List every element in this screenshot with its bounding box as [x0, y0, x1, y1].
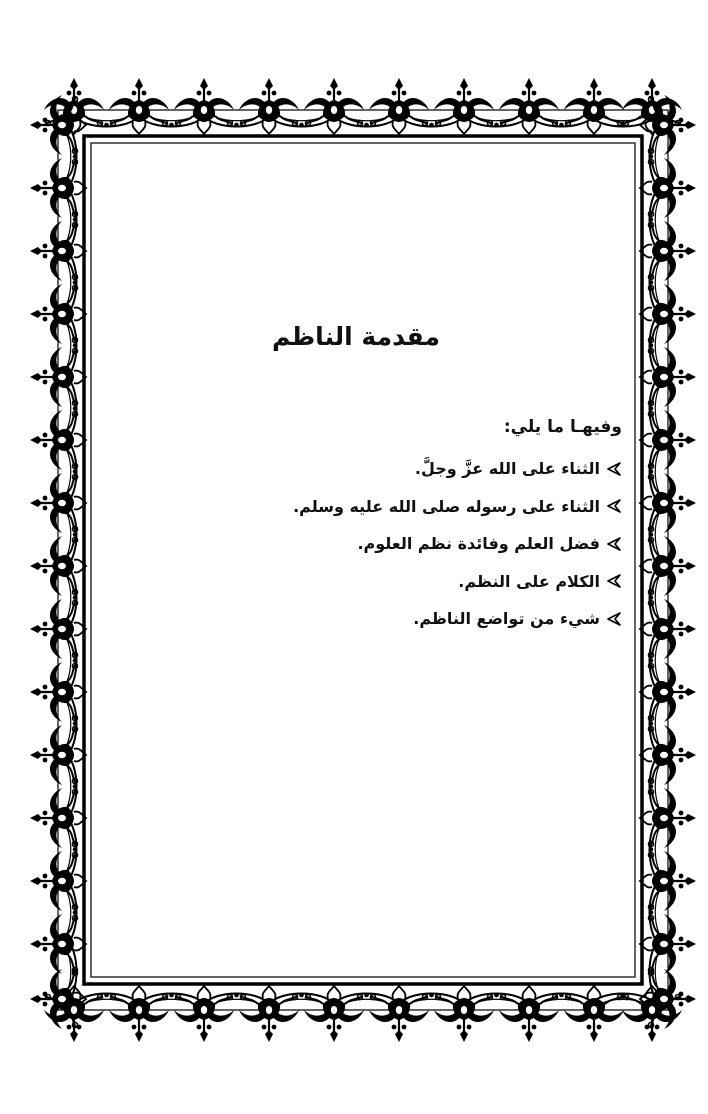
arrow-check-bullet-icon: [606, 461, 622, 477]
points-list: [150, 450, 622, 638]
section-title: مقدمة الناظم: [272, 322, 440, 351]
list-item: [150, 450, 622, 488]
list-item: [150, 488, 622, 526]
list-item: [150, 525, 622, 563]
list-item: [150, 600, 622, 638]
section-content: [150, 412, 622, 638]
list-item-text: الثناء على الله عزَّ وجلَّ.: [414, 459, 600, 478]
list-item-text: فضل العلم وفائدة نظم العلوم.: [357, 534, 600, 553]
arrow-check-bullet-icon: [606, 536, 622, 552]
list-item-text: شيء من تواضع الناظم.: [413, 609, 600, 628]
arrow-check-bullet-icon: [606, 573, 622, 589]
arrow-check-bullet-icon: [606, 498, 622, 514]
list-item-text: الثناء على رسوله صلى الله عليه وسلم.: [293, 496, 600, 516]
arrow-check-bullet-icon: [606, 611, 622, 627]
intro-line: وفيهـا ما يلي:: [503, 417, 622, 437]
list-item: [150, 563, 622, 601]
list-item-text: الكلام على النظم.: [458, 571, 600, 591]
